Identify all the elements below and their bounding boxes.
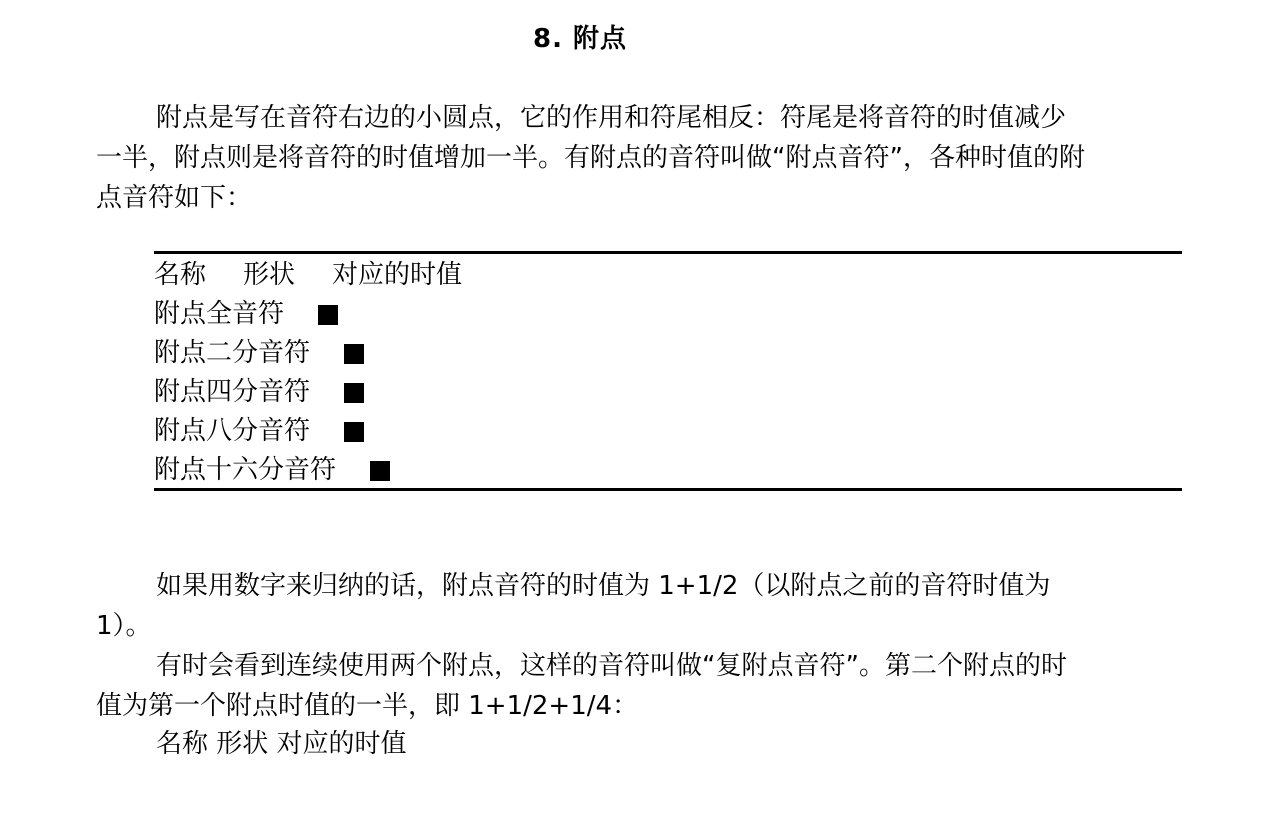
intro-paragraph: 附点是写在音符右边的小圆点，它的作用和符尾相反：符尾是将音符的时值减少一半，附点则是将音符的时值增加一半。有附点的音符叫做“附点音符”，各种时值的附点音符如下：: [96, 103, 1085, 213]
double-dotted-paragraph: 有时会看到连续使用两个附点，这样的音符叫做“复附点音符”。第二个附点的时值为第一个附点时值的一半，即 1+1/2+1/4：: [96, 651, 1067, 721]
black-square-icon: [370, 461, 390, 481]
black-square-icon: [344, 422, 364, 442]
table-row: [154, 451, 1182, 490]
table-row: [154, 412, 1182, 451]
header-name: 名称: [154, 260, 207, 290]
note-name: 附点二分音符: [154, 338, 311, 368]
black-square-icon: [344, 383, 364, 403]
note-name: 附点四分音符: [154, 377, 311, 407]
table-row: [154, 373, 1182, 412]
black-square-icon: [318, 305, 338, 325]
table-header-row: [154, 256, 1182, 295]
dotted-notes-table: [154, 251, 1182, 491]
note-name: 附点十六分音符: [154, 455, 337, 485]
table-row: [154, 295, 1182, 334]
header-duration: 对应的时值: [332, 260, 463, 290]
fraction-paragraph: 如果用数字来归纳的话，附点音符的时值为 1+1/2（以附点之前的音符时值为 1）。: [96, 571, 1051, 641]
section-title: 8. 附点: [532, 24, 628, 54]
header-shape: 形状: [243, 260, 296, 290]
note-name: 附点八分音符: [154, 416, 311, 446]
table-row: [154, 334, 1182, 373]
black-square-icon: [344, 344, 364, 364]
second-table-header: 名称 形状 对应的时值: [156, 729, 407, 759]
note-name: 附点全音符: [154, 299, 285, 329]
